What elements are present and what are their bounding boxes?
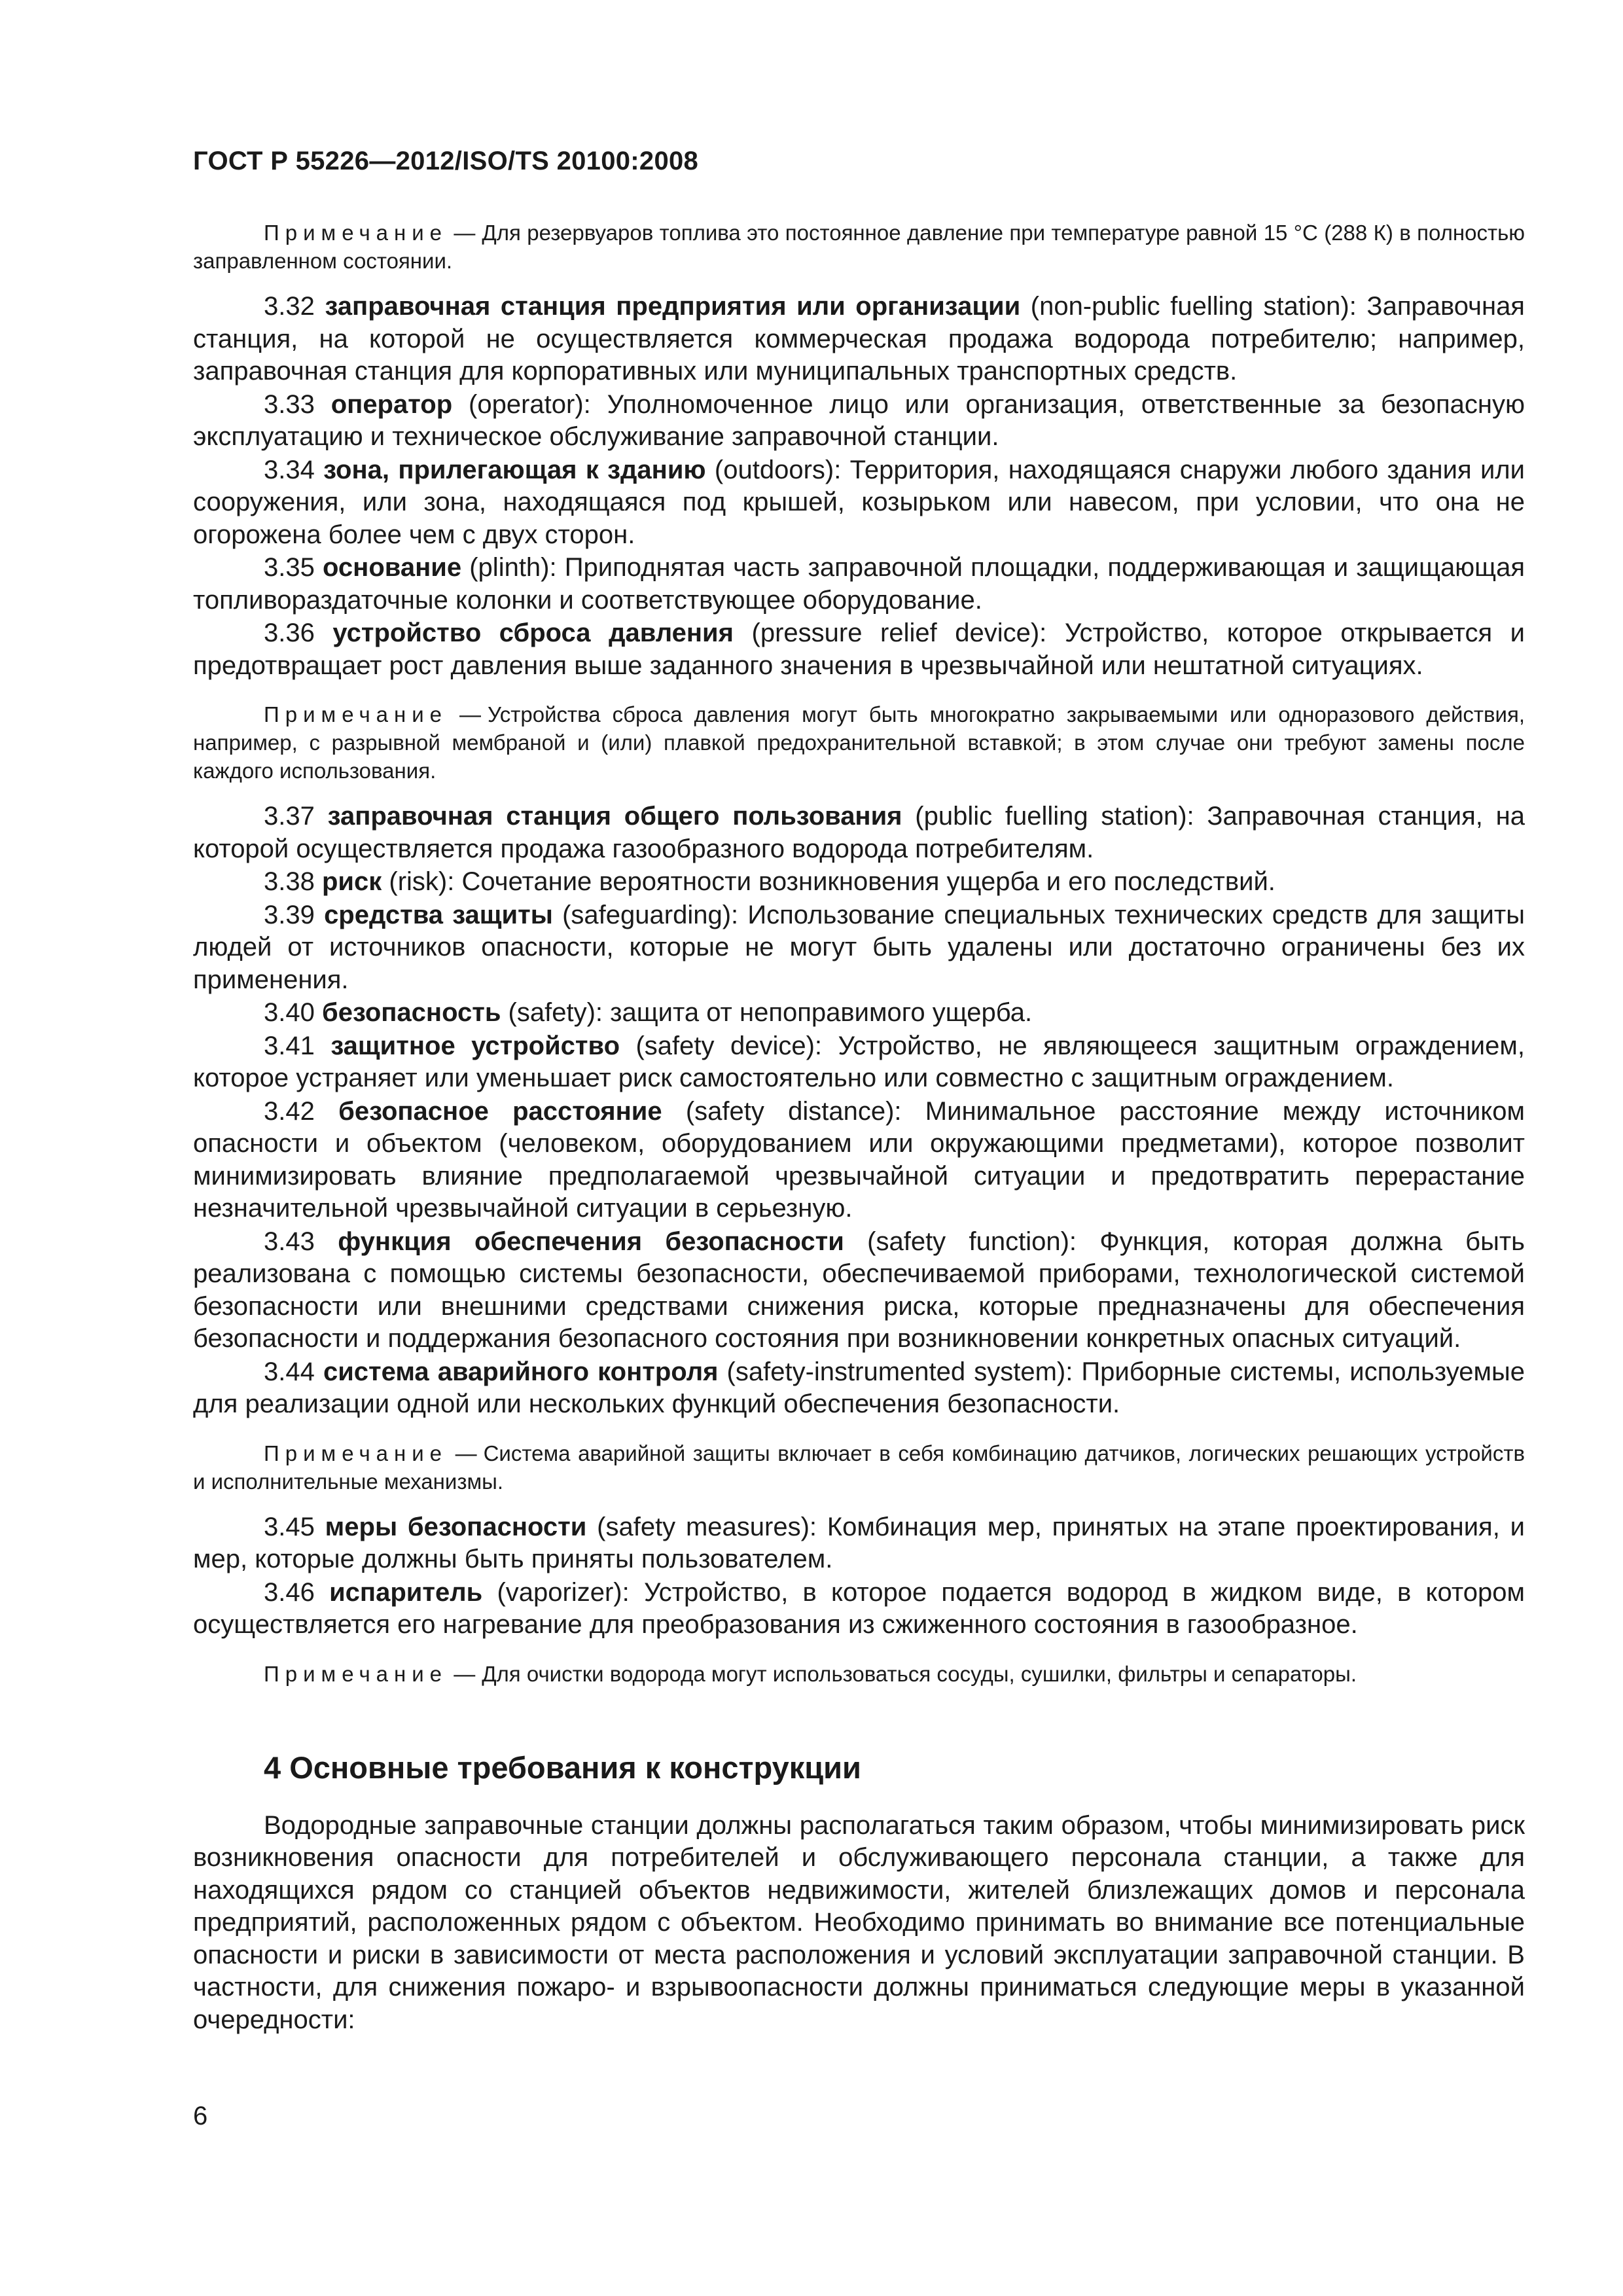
term-name: заправочная станция общего пользования [327, 802, 902, 831]
term-number: 3.44 [264, 1357, 315, 1386]
note-pressure-relief [193, 700, 1525, 785]
term-3-40 [193, 997, 1525, 1030]
term-number: 3.42 [264, 1096, 315, 1126]
term-definition: (safety device): Устройство, не являющееся защитным ограждением, которое устраняет или уменьшает риск самостоятельно или совместно с защитным ограждением. [193, 1031, 1525, 1092]
term-definition: (safety-instrumented system): Приборные системы, используемые для реализации одной или нескольких функций обеспечения безопасности. [193, 1357, 1525, 1418]
term-definition: (non-public fuelling station): Заправочная станция, на которой не осуществляется коммерческая продажа водорода потребителю; например, заправочная станция для корпоративных или муниципальных транспортных средств. [193, 292, 1525, 386]
term-definition: (safety distance): Минимальное расстояние между источником опасности и объектом (человеком, оборудованием или окружающими предметами), которое позволит минимизировать влияние предполагаемой чрезвычайной ситуации и предотвратить перерастание незначительной чрезвычайной ситуации в серьезную. [193, 1096, 1525, 1223]
document-page [193, 144, 1525, 2036]
term-3-43 [193, 1226, 1525, 1355]
term-3-37 [193, 800, 1525, 865]
term-number: 3.36 [264, 619, 315, 647]
document-header: ГОСТ Р 55226—2012/ISO/TS 20100:2008 [193, 147, 699, 175]
term-definition: (outdoors): Территория, находящаяся снаружи любого здания или сооружения, или зона, находящаяся под крышей, козырьком или навесом, при условии, что она не огорожена более чем с двух сторон. [193, 455, 1525, 549]
term-3-42 [193, 1096, 1525, 1225]
term-name: устройство сброса давления [332, 619, 734, 647]
term-number: 3.45 [264, 1512, 315, 1541]
term-name: оператор [330, 389, 453, 419]
section-4-title: 4 Основные требования к конструкции [264, 1749, 861, 1785]
term-definition: (public fuelling station): Заправочная станция, на которой осуществляется продажа газообразного водорода потребителям. [193, 802, 1525, 863]
term-3-39 [193, 899, 1525, 997]
term-3-33 [193, 389, 1525, 454]
term-name: испаритель [329, 1577, 483, 1607]
term-number: 3.37 [264, 802, 315, 831]
term-3-46 [193, 1577, 1525, 1641]
term-number: 3.41 [264, 1031, 315, 1060]
term-name: меры безопасности [325, 1512, 587, 1541]
note-dash: — [454, 221, 476, 245]
note-text: Для резервуаров топлива это постоянное давление при температуре равной 15 °С (288 К) в полностью заправленном состоянии. [193, 221, 1525, 273]
term-number: 3.33 [264, 389, 315, 419]
term-definition: (risk): Сочетание вероятности возникновения ущерба и его последствий. [389, 867, 1275, 896]
term-number: 3.43 [264, 1227, 315, 1256]
term-name: риск [321, 867, 382, 896]
term-number: 3.46 [264, 1577, 315, 1607]
page-number: 6 [193, 2102, 208, 2130]
note-dash: — [459, 702, 482, 726]
note-purification [193, 1660, 1525, 1688]
term-name: защитное устройство [330, 1031, 620, 1060]
term-definition: (safety): защита от непоправимого ущерба. [508, 998, 1033, 1027]
term-definition: (plinth): Приподнятая часть заправочной площадки, поддерживающая и защищающая топливораздаточные колонки и соответствующее оборудование. [193, 553, 1525, 615]
term-3-34 [193, 454, 1525, 552]
term-definition: (safety function): Функция, которая должна быть реализована с помощью системы безопасности, обеспечиваемой приборами, технологической системой безопасности или внешними средствами снижения риска, которые предназначены для обеспечения безопасности и поддержания безопасного состояния при возникновении конкретных опасных ситуаций. [193, 1227, 1525, 1353]
term-name: безопасность [321, 998, 501, 1027]
term-name: средства защиты [324, 900, 553, 929]
term-definition: (vaporizer): Устройство, в которое подается водород в жидком виде, в котором осуществляется его нагревание для преобразования из сжиженного состояния в газообразное. [193, 1577, 1525, 1639]
term-3-36 [193, 617, 1525, 682]
note-label: Примечание [264, 702, 448, 726]
term-number: 3.40 [264, 998, 315, 1027]
note-label: Примечание [264, 221, 448, 245]
note-label: Примечание [264, 1441, 448, 1465]
term-number: 3.34 [264, 455, 315, 484]
term-name: безопасное расстояние [338, 1096, 662, 1126]
note-dash: — [454, 1661, 476, 1686]
term-definition: (safety measures): Комбинация мер, принятых на этапе проектирования, и мер, которые должны быть приняты пользователем. [193, 1512, 1525, 1573]
term-definition: (pressure relief device): Устройство, которое открывается и предотвращает рост давления выше заданного значения в чрезвычайной или нештатной ситуациях. [193, 619, 1525, 680]
term-3-45 [193, 1511, 1525, 1576]
term-name: система аварийного контроля [323, 1357, 719, 1386]
term-number: 3.38 [264, 867, 315, 896]
note-safety-system [193, 1439, 1525, 1496]
note-pressure [193, 219, 1525, 275]
note-text: Для очистки водорода могут использоваться сосуды, сушилки, фильтры и сепараторы. [482, 1661, 1357, 1686]
term-name: заправочная станция предприятия или организации [325, 292, 1021, 321]
note-dash: — [455, 1441, 477, 1465]
term-name: функция обеспечения безопасности [338, 1227, 844, 1256]
term-definition: (operator): Уполномоченное лицо или организация, ответственные за безопасную эксплуатацию и техническое обслуживание заправочной станции. [193, 389, 1525, 451]
term-definition: (safeguarding): Использование специальных технических средств для защиты людей от источников опасности, которые не могут быть удалены или достаточно ограничены без их применения. [193, 900, 1525, 994]
term-3-41 [193, 1030, 1525, 1095]
term-number: 3.35 [264, 553, 315, 582]
term-name: зона, прилегающая к зданию [323, 455, 706, 484]
term-number: 3.39 [264, 900, 315, 929]
term-3-38 [193, 866, 1525, 899]
term-number: 3.32 [264, 292, 315, 321]
note-text: Устройства сброса давления могут быть многократно закрываемыми или одноразового действия, например, с разрывной мембраной и (или) плавкой предохранительной вставкой; в этом случае они требуют замены после каждого использования. [193, 702, 1525, 783]
term-name: основание [323, 553, 462, 582]
term-3-32 [193, 291, 1525, 388]
term-3-44 [193, 1356, 1525, 1421]
note-text: Система аварийной защиты включает в себя комбинацию датчиков, логических решающих устройств и исполнительные механизмы. [193, 1441, 1525, 1494]
term-3-35 [193, 552, 1525, 617]
note-label: Примечание [264, 1661, 448, 1686]
section-4-paragraph: Водородные заправочные станции должны располагаться таким образом, чтобы минимизировать риск возникновения опасности для потребителей и обслуживающего персонала станции, а также для находящихся рядом со станцией объектов недвижимости, жителей близлежащих домов и персонала предприятий, расположенных рядом с объектом. Необходимо принимать во внимание все потенциальные опасности и риски в зависимости от места расположения и условий эксплуатации заправочной станции. В частности, для снижения пожаро- и взрывоопасности должны приниматься следующие меры в указанной очередности: [193, 1810, 1525, 2034]
